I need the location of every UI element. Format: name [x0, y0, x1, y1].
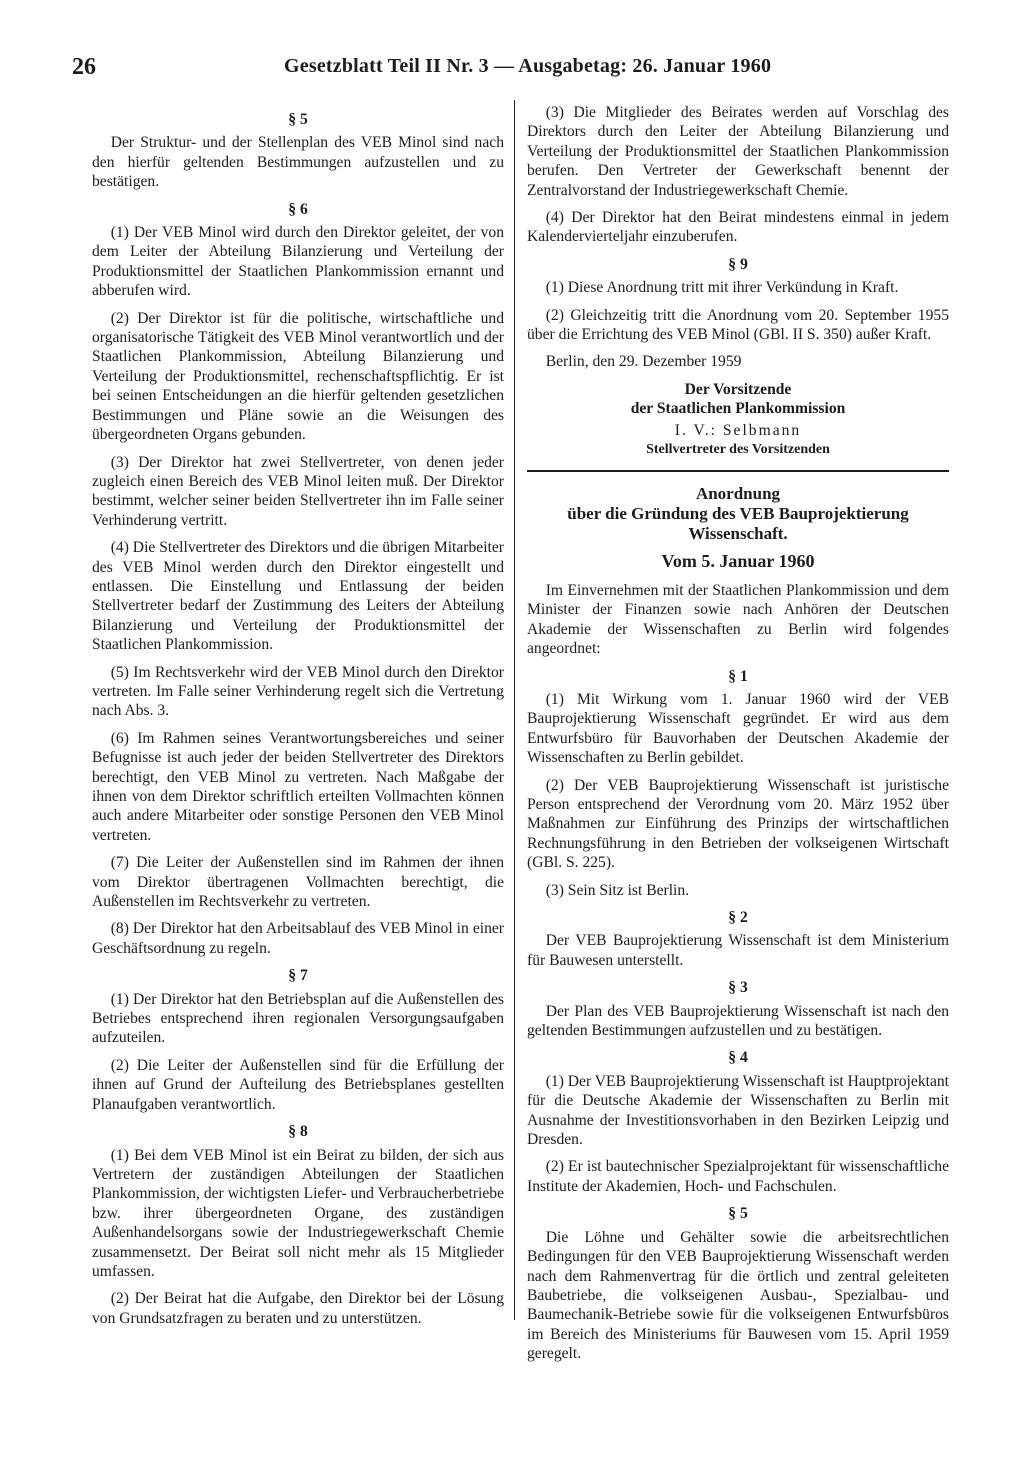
paragraph: (2) Der VEB Bauprojektierung Wissenschaft ist juristische Person entsprechend der Verordnung vom 20. März 1952 über Maßnahmen zur Einführung des Prinzips der wirtschaftlichen Rechnungsführung in den Betrieben der volkseigenen Wirtschaft (GBl. S. 225). — [527, 776, 949, 872]
paragraph: (1) Bei dem VEB Minol ist ein Beirat zu bilden, der sich aus Vertretern der zuständigen Abteilungen der Staatlichen Plankommission, der wichtigsten Liefer- und Verbraucherbetriebe bzw. ihrer übergeordneten Organe, des zuständigen Außenhandelsorgans sowie der Industriegewerkschaft Chemie zusammensetzt. Der Beirat soll nicht mehr als 15 Mitglieder umfassen. — [92, 1146, 504, 1280]
paragraph: (5) Im Rechtsverkehr wird der VEB Minol durch den Direktor vertreten. Im Falle seiner Verhinderung regelt sich die Vertretung nach Abs. 3. — [92, 663, 504, 720]
signature-place-date: Berlin, den 29. Dezember 1959 — [545, 353, 742, 371]
signature-title-line2: der Staatlichen Plankommission — [630, 400, 846, 418]
section-heading: § 8 — [288, 1123, 308, 1141]
paragraph: (1) Der Direktor hat den Betriebsplan auf die Außenstellen des Betriebes entsprechend ihren regionalen Versorgungsaufgaben aufzuteilen. — [92, 990, 504, 1047]
document-title-line2: über die Gründung des VEB Bauprojektierung — [567, 503, 909, 523]
paragraph: Im Einvernehmen mit der Staatlichen Plankommission und dem Minister der Finanzen sowie nach Anhören der Deutschen Akademie der Wissenschaften zu Berlin wird folgendes angeordnet: — [527, 581, 949, 658]
section-heading: § 2 — [728, 909, 748, 926]
paragraph: (1) Diese Anordnung tritt mit ihrer Verkündung in Kraft. — [545, 279, 899, 297]
paragraph: (2) Die Leiter der Außenstellen sind für die Erfüllung der ihnen auf Grund der Aufteilung des Betriebsplanes gestellten Planaufgaben verantwortlich. — [92, 1056, 504, 1113]
section-divider — [527, 470, 949, 472]
document-title-line1: Anordnung — [695, 483, 781, 503]
paragraph: (2) Er ist bautechnischer Spezialprojektant für wissenschaftliche Institute der Akademien, Hoch- und Fachschulen. — [527, 1158, 949, 1195]
paragraph: (3) Die Mitglieder des Beirates werden auf Vorschlag des Direktors durch den Leiter der Abteilung Bilanzierung und Verteilung der Produktionsmittel der Staatlichen Plankommission berufen. Den Vertreter der Gewerkschaft benennt der Zentralvorstand der Industriegewerkschaft Chemie. — [527, 104, 949, 199]
signature-role: Stellvertreter des Vorsitzenden — [646, 442, 830, 458]
paragraph: (3) Der Direktor hat zwei Stellvertreter, von denen jeder zugleich einen Bereich des VEB Minol leiten muß. Der Direktor bestimmt, welcher seiner beiden Stellvertreter ihn im Falle seiner Verhinderung vertritt. — [92, 453, 504, 529]
section-heading: § 5 — [288, 111, 308, 128]
running-title: Gesetzblatt Teil II Nr. 3 — Ausgabetag: 26. Januar 1960 — [284, 55, 772, 77]
paragraph: (1) Der VEB Bauprojektierung Wissenschaft ist Hauptprojektant für die Deutsche Akademie der Wissenschaften zu Berlin mit Ausnahme der Investitionsvorhaben in den Bezirken Leipzig und Dresden. — [527, 1072, 949, 1149]
document-title-line3: Wissenschaft. — [688, 523, 788, 543]
section-heading: § 4 — [728, 1049, 748, 1067]
paragraph: Die Löhne und Gehälter sowie die arbeitsrechtlichen Bedingungen für den VEB Bauprojektierung Wissenschaft werden nach dem Rahmenvertrag für die örtlich und zentral geleiteten Baubetriebe, die volkseigenen Ausbau-, Spezialbau- und Baumechanik-Betriebe sowie für die volkseigenen Entwurfsbüros im Bereich des Ministeriums für Bauwesen vom 15. April 1959 geregelt. — [527, 1228, 949, 1363]
paragraph: (8) Der Direktor hat den Arbeitsablauf des VEB Minol in einer Geschäftsordnung zu regeln. — [92, 920, 504, 957]
paragraph: Der Plan des VEB Bauprojektierung Wissenschaft ist nach den geltenden Bestimmungen aufzustellen und zu bestätigen. — [527, 1002, 949, 1040]
paragraph: (1) Mit Wirkung vom 1. Januar 1960 wird der VEB Bauprojektierung Wissenschaft gegründet. Er wird aus dem Entwurfsbüro für Bauvorhaben der Deutschen Akademie der Wissenschaften zu Berlin gebildet. — [527, 690, 949, 767]
section-heading: § 9 — [728, 255, 748, 273]
left-column — [92, 103, 504, 1336]
paragraph: (2) Der Beirat hat die Aufgabe, den Direktor bei der Lösung von Grundsatzfragen zu beraten und zu unterstützen. — [92, 1290, 504, 1327]
section-heading: § 7 — [288, 967, 308, 985]
right-column — [527, 103, 949, 1372]
signature-name: I. V.: Selbmann — [674, 421, 802, 439]
section-heading: § 1 — [728, 667, 748, 685]
page-number: 26 — [72, 54, 96, 80]
paragraph: (2) Gleichzeitig tritt die Anordnung vom 20. September 1955 über die Errichtung des VEB Minol (GBl. II S. 350) außer Kraft. — [527, 306, 949, 344]
section-heading: § 5 — [728, 1205, 748, 1223]
document-date: Vom 5. Januar 1960 — [661, 550, 815, 571]
signature-title-line1: Der Vorsitzende — [684, 380, 792, 398]
section-heading: § 3 — [728, 979, 748, 997]
paragraph: (7) Die Leiter der Außenstellen sind im Rahmen der ihnen vom Direktor übertragenen Vollmachten berechtigt, die Außenstellen im Rechtsverkehr zu vertreten. — [92, 854, 504, 911]
column-divider — [514, 100, 515, 1320]
paragraph: (2) Der Direktor ist für die politische, wirtschaftliche und organisatorische Tätigkeit des VEB Minol verantwortlich und der Staatlichen Plankommission, Abteilung Bilanzierung und Verteilung der Produktionsmittel, rechenschaftspflichtig. Er ist bei seinen Entscheidungen an die hierfür geltenden gesetzlichen Bestimmungen und Pläne sowie an die Weisungen des übergeordneten Organs gebunden. — [92, 309, 504, 444]
section-heading: § 6 — [288, 200, 308, 218]
paragraph: (4) Die Stellvertreter des Direktors und die übrigen Mitarbeiter des VEB Minol werden durch den Direktor eingestellt und entlassen. Die Einstellung und Entlassung der beiden Stellvertreter bedarf der Zustimmung des Leiters der Abteilung Bilanzierung und Verteilung der Produktionsmittel der Staatlichen Plankommission. — [92, 539, 504, 654]
paragraph: (1) Der VEB Minol wird durch den Direktor geleitet, der von dem Leiter der Abteilung Bilanzierung und Verteilung der Produktionsmittel der Staatlichen Plankommission ernannt und abberufen wird. — [92, 224, 504, 300]
paragraph: (6) Im Rahmen seines Verantwortungsbereiches und seiner Befugnisse ist auch jeder der beiden Stellvertreter des Direktors berechtigt, den VEB Minol zu vertreten. Nach Maßgabe der ihnen von dem Direktor schriftlich erteilten Vollmachten können auch andere Mitarbeiter oder sonstige Personen den VEB Minol vertreten. — [92, 729, 504, 844]
paragraph: Der Struktur- und der Stellenplan des VEB Minol sind nach den hierfür geltenden Bestimmungen aufzustellen und zu bestätigen. — [92, 134, 504, 191]
paragraph: (4) Der Direktor hat den Beirat mindestens einmal in jedem Kalendervierteljahr einzuberufen. — [527, 209, 949, 246]
paragraph: Der VEB Bauprojektierung Wissenschaft ist dem Ministerium für Bauwesen unterstellt. — [527, 932, 949, 969]
page-header — [72, 52, 952, 92]
paragraph: (3) Sein Sitz ist Berlin. — [545, 881, 690, 899]
